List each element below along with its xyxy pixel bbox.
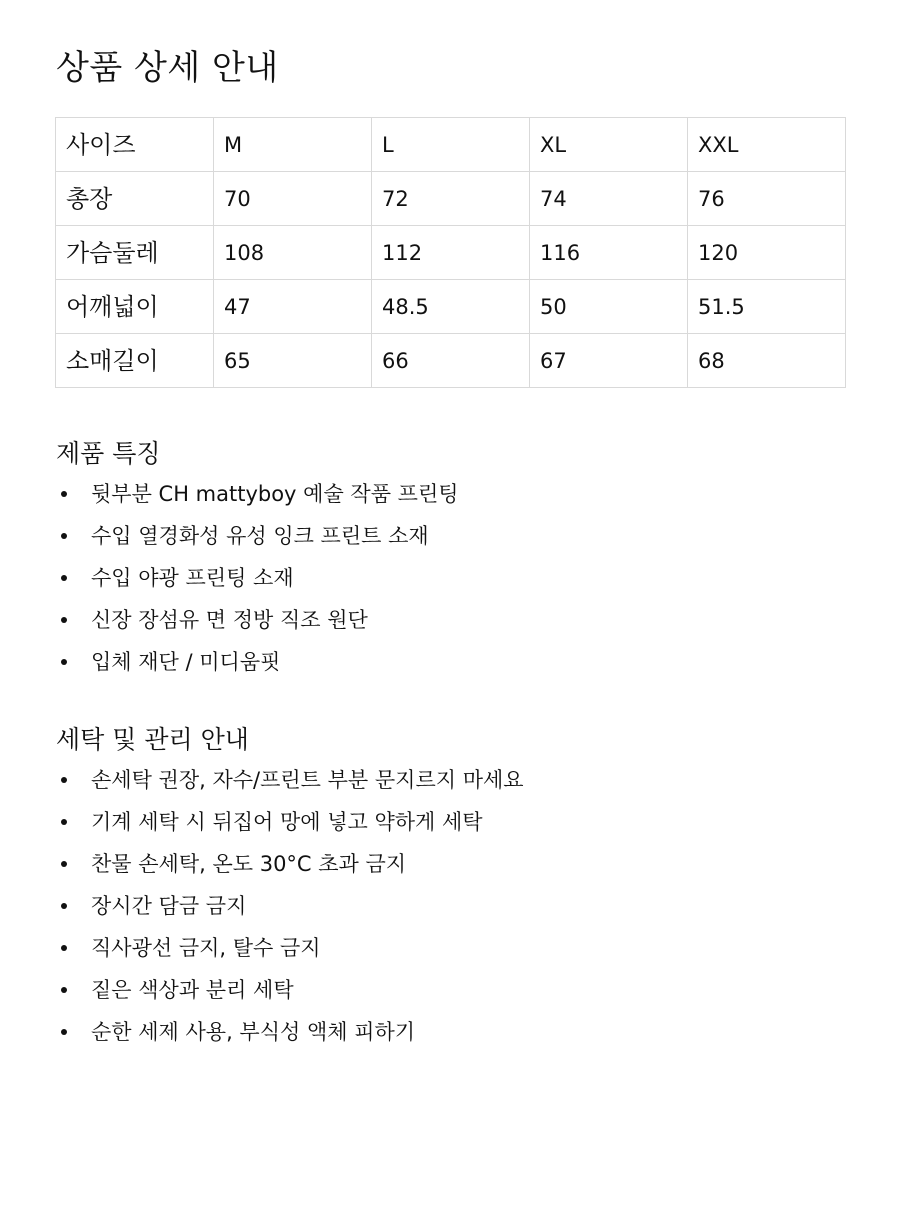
table-cell: 72 xyxy=(372,172,530,226)
bullet-icon xyxy=(61,617,67,623)
bullet-icon xyxy=(61,1029,67,1035)
list-item-text: 입체 재단 / 미디움핏 xyxy=(91,650,281,674)
table-cell: 65 xyxy=(214,334,372,388)
list-item xyxy=(0,759,900,801)
size-header-xxl: XXL xyxy=(688,118,846,172)
list-item xyxy=(0,801,900,843)
table-cell: 47 xyxy=(214,280,372,334)
size-header-l: L xyxy=(372,118,530,172)
table-cell-label: 가슴둘레 xyxy=(56,226,214,280)
bullet-icon xyxy=(61,861,67,867)
list-item-text: 순한 세제 사용, 부식성 액체 피하기 xyxy=(91,1020,416,1044)
list-item xyxy=(0,885,900,927)
list-item-text: 장시간 담금 금지 xyxy=(91,894,247,918)
table-row-total-length xyxy=(56,172,846,226)
table-cell: 76 xyxy=(688,172,846,226)
list-item xyxy=(0,1011,900,1053)
list-item-text: 직사광선 금지, 탈수 금지 xyxy=(91,936,321,960)
list-item-text: 수입 열경화성 유성 잉크 프린트 소재 xyxy=(91,524,429,548)
page-title: 상품 상세 안내 xyxy=(56,48,279,88)
list-item-text: 기계 세탁 시 뒤집어 망에 넣고 약하게 세탁 xyxy=(91,810,483,834)
list-item xyxy=(0,927,900,969)
bullet-icon xyxy=(61,819,67,825)
list-item xyxy=(0,969,900,1011)
list-item-text: 뒷부분 CH mattyboy 예술 작품 프린팅 xyxy=(91,482,459,506)
table-row-chest xyxy=(56,226,846,280)
bullet-icon xyxy=(61,903,67,909)
list-item xyxy=(0,557,900,599)
list-item-text: 수입 야광 프린팅 소재 xyxy=(91,566,294,590)
table-cell: 70 xyxy=(214,172,372,226)
bullet-icon xyxy=(61,533,67,539)
table-cell: 67 xyxy=(530,334,688,388)
table-cell: 50 xyxy=(530,280,688,334)
bullet-icon xyxy=(61,777,67,783)
list-item-text: 찬물 손세탁, 온도 30°C 초과 금지 xyxy=(91,852,407,876)
table-cell: 51.5 xyxy=(688,280,846,334)
table-cell: 74 xyxy=(530,172,688,226)
list-item xyxy=(0,641,900,683)
list-item-text: 짙은 색상과 분리 세탁 xyxy=(91,978,294,1002)
bullet-icon xyxy=(61,945,67,951)
bullet-icon xyxy=(61,491,67,497)
size-table xyxy=(55,117,846,388)
list-item xyxy=(0,599,900,641)
size-header-xl: XL xyxy=(530,118,688,172)
size-table-header-row xyxy=(56,118,846,172)
table-cell-label: 소매길이 xyxy=(56,334,214,388)
list-item-text: 손세탁 권장, 자수/프린트 부분 문지르지 마세요 xyxy=(91,768,524,792)
table-cell: 108 xyxy=(214,226,372,280)
bullet-icon xyxy=(61,987,67,993)
table-cell: 48.5 xyxy=(372,280,530,334)
bullet-icon xyxy=(61,575,67,581)
table-cell: 120 xyxy=(688,226,846,280)
list-item-text: 신장 장섬유 면 정방 직조 원단 xyxy=(91,608,368,632)
table-cell-label: 어깨넓이 xyxy=(56,280,214,334)
list-item xyxy=(0,515,900,557)
care-list xyxy=(0,759,900,1053)
list-item xyxy=(0,843,900,885)
size-header-label: 사이즈 xyxy=(56,118,214,172)
table-cell: 112 xyxy=(372,226,530,280)
table-cell: 66 xyxy=(372,334,530,388)
table-row-shoulder xyxy=(56,280,846,334)
list-item xyxy=(0,473,900,515)
features-list xyxy=(0,473,900,683)
features-heading: 제품 특징 xyxy=(56,439,161,468)
bullet-icon xyxy=(61,659,67,665)
table-cell-label: 총장 xyxy=(56,172,214,226)
table-cell: 68 xyxy=(688,334,846,388)
size-header-m: M xyxy=(214,118,372,172)
care-heading: 세탁 및 관리 안내 xyxy=(56,725,249,754)
table-cell: 116 xyxy=(530,226,688,280)
table-row-sleeve xyxy=(56,334,846,388)
